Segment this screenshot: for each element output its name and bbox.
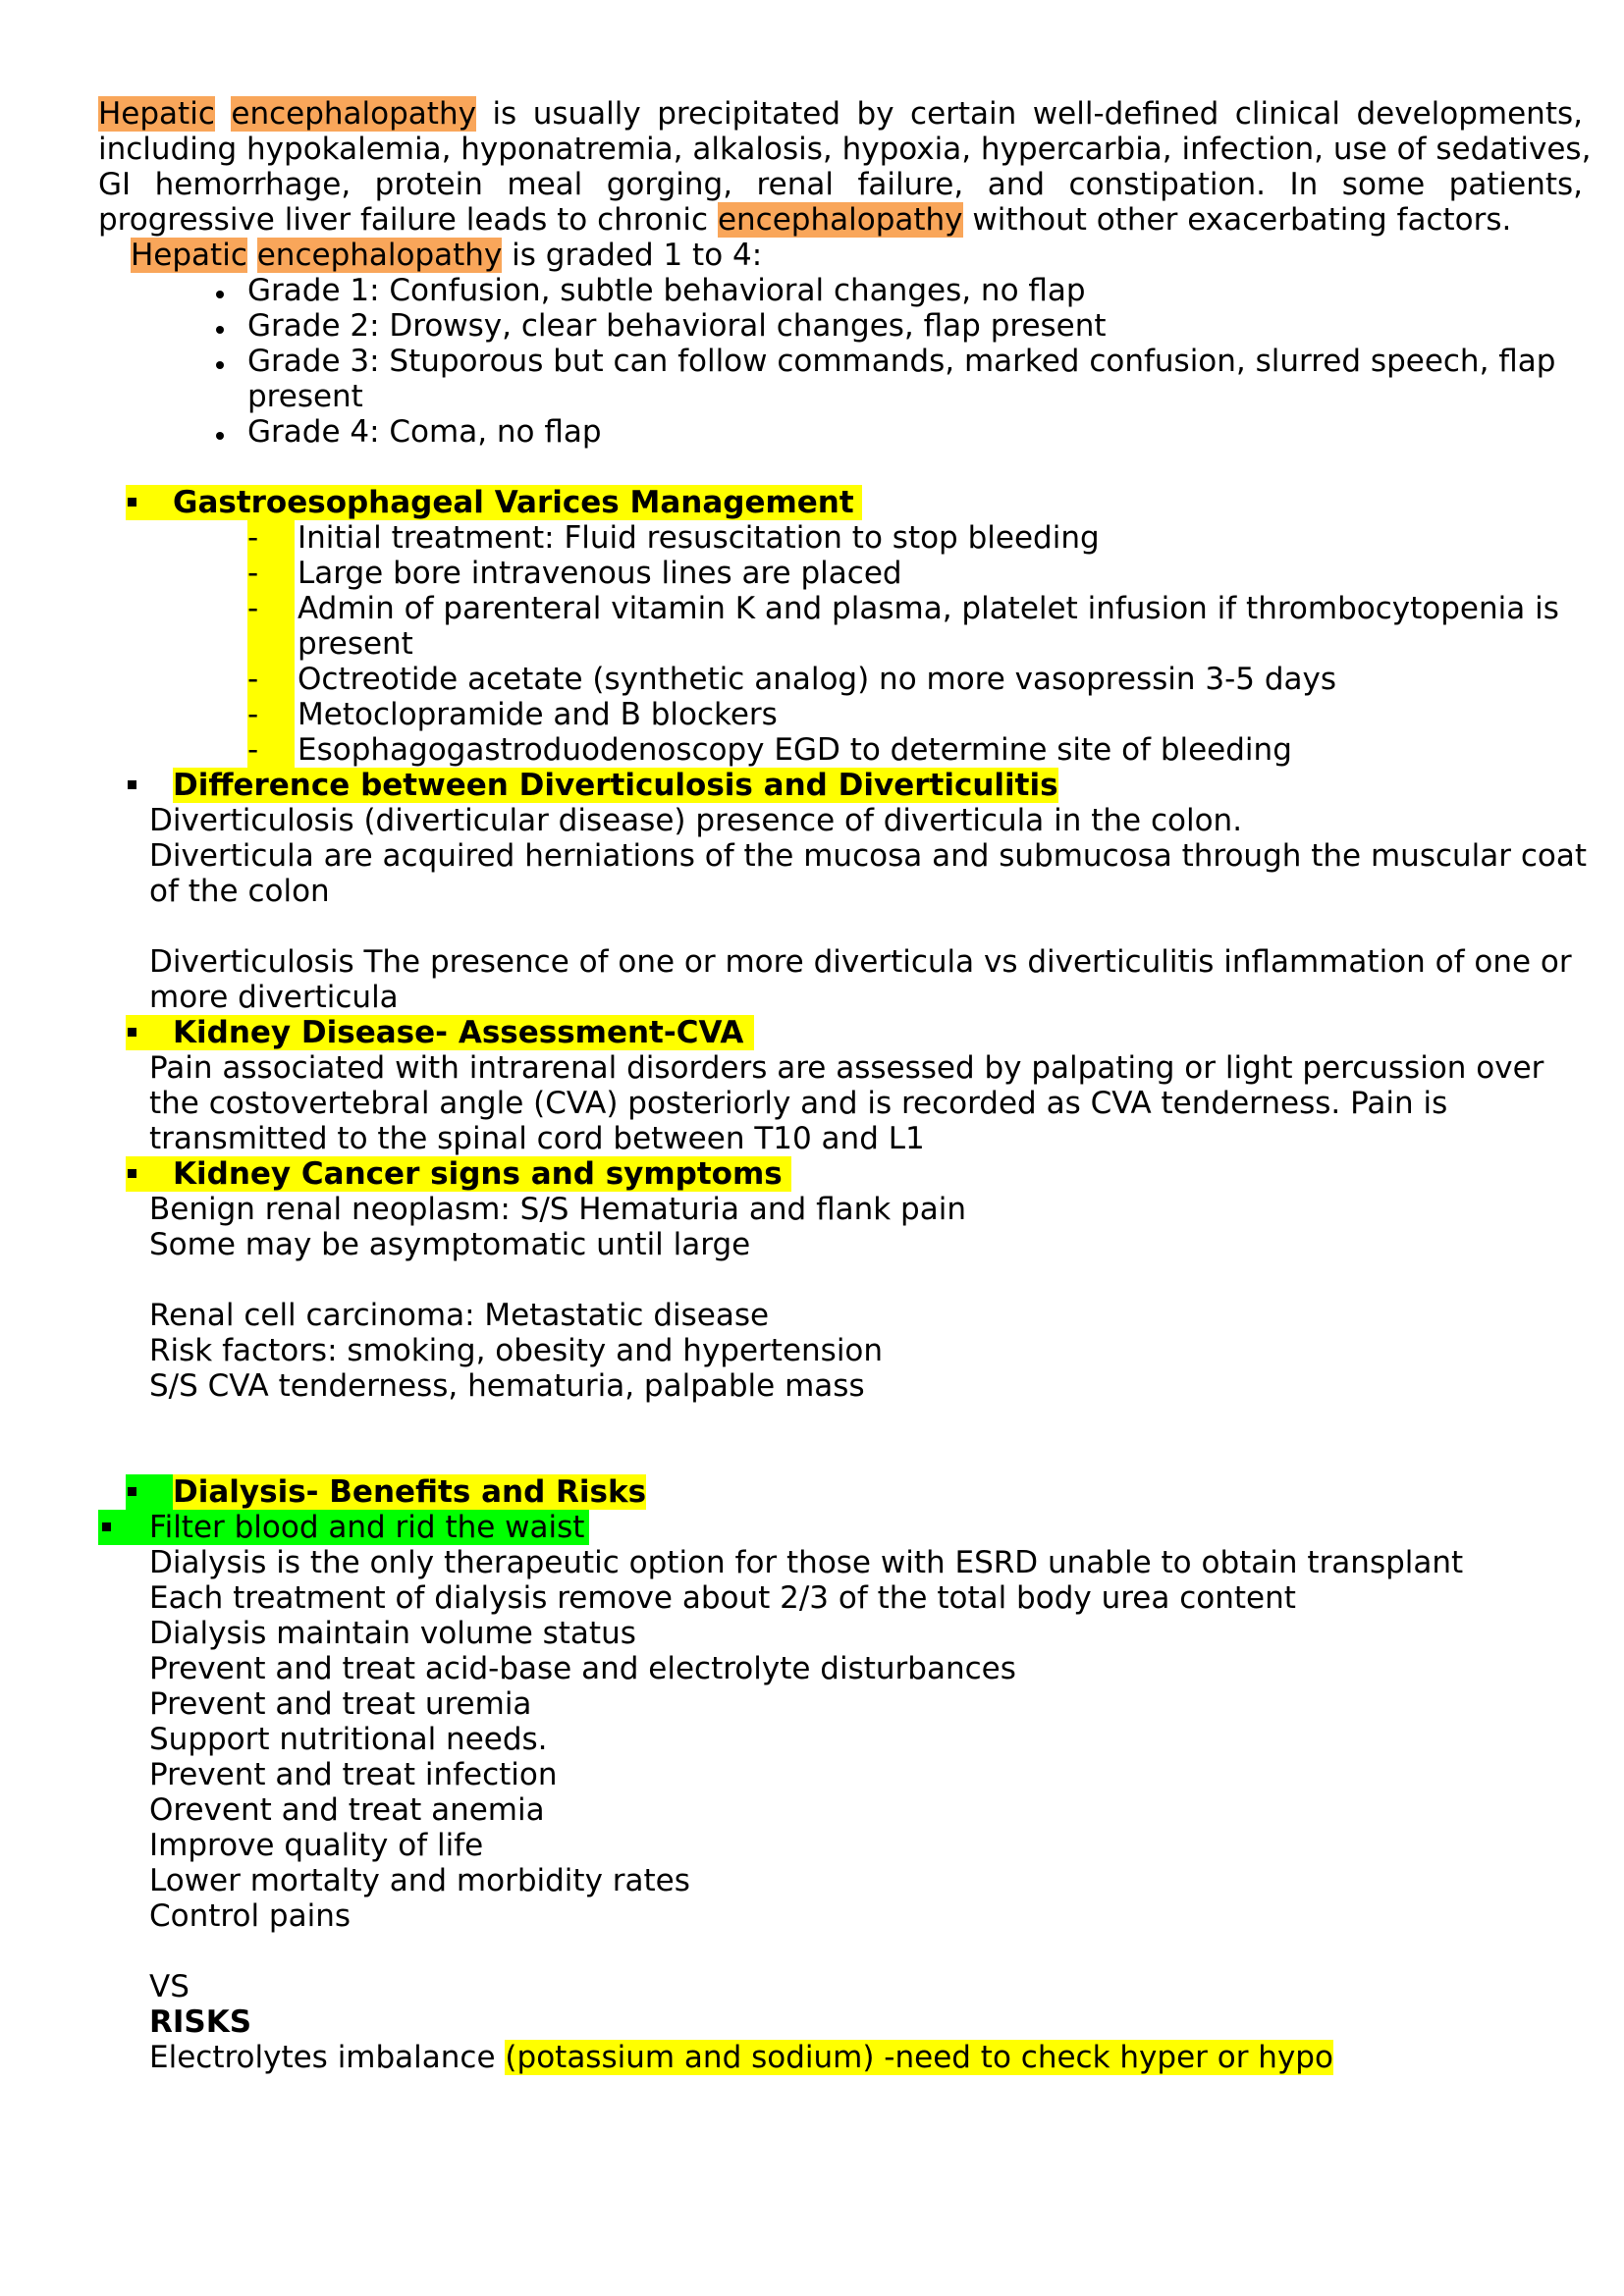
- hepatic-intro-line-2: including hypokalemia, hyponatremia, alkalosis, hypoxia, hypercarbia, infection, use of sedatives,: [98, 132, 1592, 167]
- kidney-cancer-line: Some may be asymptomatic until large: [149, 1227, 751, 1262]
- dialysis-benefit: Support nutritional needs.: [149, 1722, 548, 1757]
- varices-item-continuation: present: [298, 626, 413, 662]
- kidney-cva-line: Pain associated with intrarenal disorders are assessed by palpating or light percussion over: [149, 1050, 1544, 1086]
- dialysis-benefit: Lower mortalty and morbidity rates: [149, 1863, 690, 1898]
- text-segment: progressive liver failure leads to chronic: [98, 202, 709, 238]
- risk-highlight: (potassium and sodium) -need to check hyper or hypo: [505, 2040, 1333, 2075]
- hepatic-intro-line-1: [98, 96, 1583, 132]
- grade-item: Grade 4: Coma, no flap: [247, 414, 602, 450]
- varices-heading: Gastroesophageal Varices Management: [173, 485, 854, 520]
- bullet-dot: [216, 432, 224, 440]
- heading-highlight-text: Dialysis- Benefits and Risks: [173, 1474, 647, 1510]
- bullet-dot: [216, 326, 224, 334]
- bullet-square: [128, 780, 136, 789]
- divert-line: of the colon: [149, 874, 330, 909]
- kidney-cva-line: transmitted to the spinal cord between T10 and L1: [149, 1121, 925, 1156]
- kidney-cancer-line: Renal cell carcinoma: Metastatic disease: [149, 1298, 770, 1333]
- grade-item: Grade 2: Drowsy, clear behavioral changes, flap present: [247, 308, 1107, 344]
- varices-item: Initial treatment: Fluid resuscitation to stop bleeding: [298, 520, 1100, 556]
- text-segment: without other exacerbating factors.: [972, 202, 1512, 238]
- hepatic-intro-line-4: [98, 202, 1511, 238]
- kidney-cancer-line: Benign renal neoplasm: S/S Hematuria and flank pain: [149, 1192, 966, 1227]
- bullet-square: [128, 1487, 136, 1496]
- highlight-encephalopathy: encephalopathy: [717, 202, 963, 238]
- highlight-encephalopathy: encephalopathy: [231, 96, 476, 132]
- divert-line: Diverticula are acquired herniations of the mucosa and submucosa through the muscular coat: [149, 838, 1588, 874]
- grade-item: Grade 3: Stuporous but can follow commands, marked confusion, slurred speech, flap: [247, 344, 1556, 379]
- highlight-hepatic: Hepatic: [98, 96, 215, 132]
- dialysis-benefit: Prevent and treat infection: [149, 1757, 558, 1792]
- dialysis-risk-line: [149, 2040, 1333, 2075]
- dialysis-benefit: Dialysis maintain volume status: [149, 1616, 636, 1651]
- kidney-cva-line: the costovertebral angle (CVA) posteriorly and is recorded as CVA tenderness. Pain is: [149, 1086, 1448, 1121]
- varices-item: Octreotide acetate (synthetic analog) no more vasopressin 3-5 days: [298, 662, 1337, 697]
- varices-item: Metoclopramide and B blockers: [298, 697, 778, 732]
- text-segment: is usually precipitated by certain well-defined clinical developments,: [492, 96, 1583, 132]
- kidney-cancer-line: Risk factors: smoking, obesity and hypertension: [149, 1333, 884, 1368]
- text-segment: is graded 1 to 4:: [512, 238, 763, 273]
- varices-item: Large bore intravenous lines are placed: [298, 556, 902, 591]
- bullet-square: [102, 1522, 111, 1531]
- divert-heading: [173, 768, 1058, 803]
- hepatic-intro-line-3: GI hemorrhage, protein meal gorging, renal failure, and constipation. In some patients,: [98, 167, 1583, 202]
- divert-line: Diverticulosis The presence of one or more diverticula vs diverticulitis inflammation of one or: [149, 944, 1572, 980]
- grade-item-continuation: present: [247, 379, 363, 414]
- bullet-square: [128, 498, 136, 507]
- dash-marker: -: [247, 697, 295, 732]
- dialysis-benefit: Orevent and treat anemia: [149, 1792, 545, 1828]
- bullet-dot: [216, 291, 224, 298]
- bullet-square: [128, 1028, 136, 1037]
- dialysis-benefit: Dialysis is the only therapeutic option for those with ESRD unable to obtain transplant: [149, 1545, 1464, 1580]
- divert-line: more diverticula: [149, 980, 399, 1015]
- bullet-square: [128, 1169, 136, 1178]
- dash-marker: -: [247, 520, 295, 556]
- dash-marker: -: [247, 732, 295, 768]
- kidney-cva-heading: Kidney Disease- Assessment-CVA: [173, 1015, 744, 1050]
- kidney-cancer-heading: Kidney Cancer signs and symptoms: [173, 1156, 783, 1192]
- varices-item: Admin of parenteral vitamin K and plasma, platelet infusion if thrombocytopenia is: [298, 591, 1559, 626]
- varices-item: Esophagogastroduodenoscopy EGD to determine site of bleeding: [298, 732, 1292, 768]
- dialysis-benefit: Prevent and treat uremia: [149, 1686, 532, 1722]
- divert-line: Diverticulosis (diverticular disease) presence of diverticula in the colon.: [149, 803, 1243, 838]
- dialysis-benefit: Prevent and treat acid-base and electrolyte disturbances: [149, 1651, 1016, 1686]
- dialysis-benefit: Each treatment of dialysis remove about 2/3 of the total body urea content: [149, 1580, 1296, 1616]
- grade-item: Grade 1: Confusion, subtle behavioral changes, no flap: [247, 273, 1086, 308]
- hepatic-graded-line: [131, 238, 762, 273]
- dialysis-vs: VS: [149, 1969, 189, 2004]
- dash-marker: -: [247, 556, 295, 591]
- heading-highlight-text: Difference between Diverticulosis and Diverticulitis: [173, 768, 1058, 803]
- bullet-dot: [216, 361, 224, 369]
- dialysis-benefit: Control pains: [149, 1898, 351, 1934]
- highlight-hepatic: Hepatic: [131, 238, 247, 273]
- text-segment: Electrolytes imbalance: [149, 2040, 496, 2075]
- kidney-cancer-line: S/S CVA tenderness, hematuria, palpable mass: [149, 1368, 865, 1404]
- dash-marker: -: [247, 662, 295, 697]
- dialysis-subheading: Filter blood and rid the waist: [149, 1510, 585, 1545]
- dialysis-risks-label: RISKS: [149, 2004, 252, 2040]
- dash-marker: -: [247, 591, 295, 662]
- highlight-encephalopathy: encephalopathy: [256, 238, 503, 273]
- dialysis-heading: [173, 1474, 646, 1510]
- dialysis-benefit: Improve quality of life: [149, 1828, 484, 1863]
